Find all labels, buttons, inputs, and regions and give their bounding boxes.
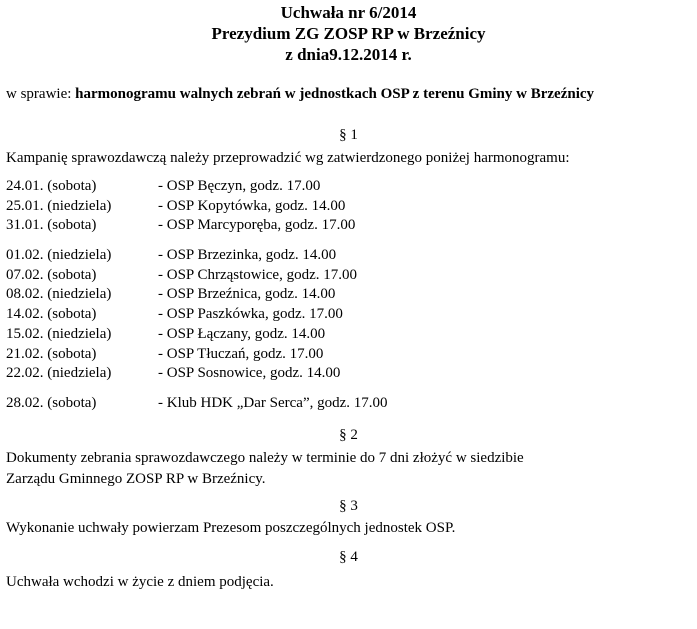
section-text-4: Uchwała wchodzi w życie z dniem podjęcia. bbox=[6, 574, 274, 590]
schedule-date: 28.02. (sobota) bbox=[6, 394, 97, 411]
schedule-row bbox=[6, 325, 388, 345]
schedule-row bbox=[6, 246, 388, 266]
subject-lead: w sprawie: bbox=[6, 86, 72, 102]
schedule-row bbox=[6, 364, 388, 384]
schedule-row bbox=[6, 345, 388, 365]
resolution-date: z dnia9.12.2014 r. bbox=[285, 45, 412, 64]
resolution-title: Uchwała nr 6/2014 bbox=[280, 3, 417, 22]
schedule-item: - Klub HDK „Dar Serca”, godz. 17.00 bbox=[158, 394, 388, 411]
document-header bbox=[0, 2, 697, 65]
schedule-row bbox=[6, 305, 388, 325]
section-mark-4: § 4 bbox=[339, 549, 358, 565]
subject-text: harmonogramu walnych zebrań w jednostkach OSP z terenu Gminy w Brzeźnicy bbox=[75, 86, 595, 102]
schedule-row bbox=[6, 197, 388, 217]
section-text-2-line-2: Zarządu Gminnego ZOSP RP w Brzeźnicy. bbox=[6, 471, 266, 487]
schedule-item: - OSP Kopytówka, godz. 14.00 bbox=[158, 197, 346, 214]
schedule-item: - OSP Bęczyn, godz. 17.00 bbox=[158, 178, 321, 194]
schedule-date: 24.01. (sobota) bbox=[6, 178, 97, 194]
schedule-date: 08.02. (niedziela) bbox=[6, 286, 112, 303]
resolution-issuer: Prezydium ZG ZOSP RP w Brzeźnicy bbox=[211, 24, 486, 43]
schedule-row bbox=[6, 266, 388, 286]
section-mark-3: § 3 bbox=[339, 498, 358, 514]
schedule-date: 21.02. (sobota) bbox=[6, 345, 97, 362]
resolution-subject bbox=[6, 84, 665, 104]
schedule-date: 22.02. (niedziela) bbox=[6, 365, 112, 382]
schedule-item: - OSP Paszkówka, godz. 17.00 bbox=[158, 306, 343, 323]
section-mark-1: § 1 bbox=[339, 127, 358, 143]
section-text-3: Wykonanie uchwały powierzam Prezesom poszczególnych jednostek OSP. bbox=[6, 520, 456, 536]
schedule-row bbox=[6, 394, 388, 414]
schedule-row bbox=[6, 177, 388, 197]
schedule-row bbox=[6, 285, 388, 305]
schedule-item: - OSP Marcyporęba, godz. 17.00 bbox=[158, 217, 356, 234]
schedule-item: - OSP Tłuczań, godz. 17.00 bbox=[158, 345, 324, 362]
schedule-date: 15.02. (niedziela) bbox=[6, 325, 112, 342]
schedule-row bbox=[6, 216, 388, 236]
schedule-date: 07.02. (sobota) bbox=[6, 266, 97, 283]
schedule-item: - OSP Brzezinka, godz. 14.00 bbox=[158, 247, 337, 264]
schedule-date: 14.02. (sobota) bbox=[6, 306, 97, 323]
section-text-2-line-1: Dokumenty zebrania sprawozdawczego należy w terminie do 7 dni złożyć w siedzibie bbox=[6, 450, 524, 466]
section-text-1: Kampanię sprawozdawczą należy przeprowadzić wg zatwierdzonego poniżej harmonogramu: bbox=[6, 150, 570, 166]
schedule-table bbox=[6, 177, 388, 414]
schedule-date: 25.01. (niedziela) bbox=[6, 197, 112, 214]
schedule-item: - OSP Łączany, godz. 14.00 bbox=[158, 325, 326, 342]
schedule-item: - OSP Chrząstowice, godz. 17.00 bbox=[158, 266, 357, 283]
schedule-date: 31.01. (sobota) bbox=[6, 217, 97, 234]
section-mark-2: § 2 bbox=[339, 427, 358, 443]
schedule-date: 01.02. (niedziela) bbox=[6, 247, 112, 264]
schedule-item: - OSP Brzeźnica, godz. 14.00 bbox=[158, 286, 336, 303]
schedule-item: - OSP Sosnowice, godz. 14.00 bbox=[158, 365, 341, 382]
